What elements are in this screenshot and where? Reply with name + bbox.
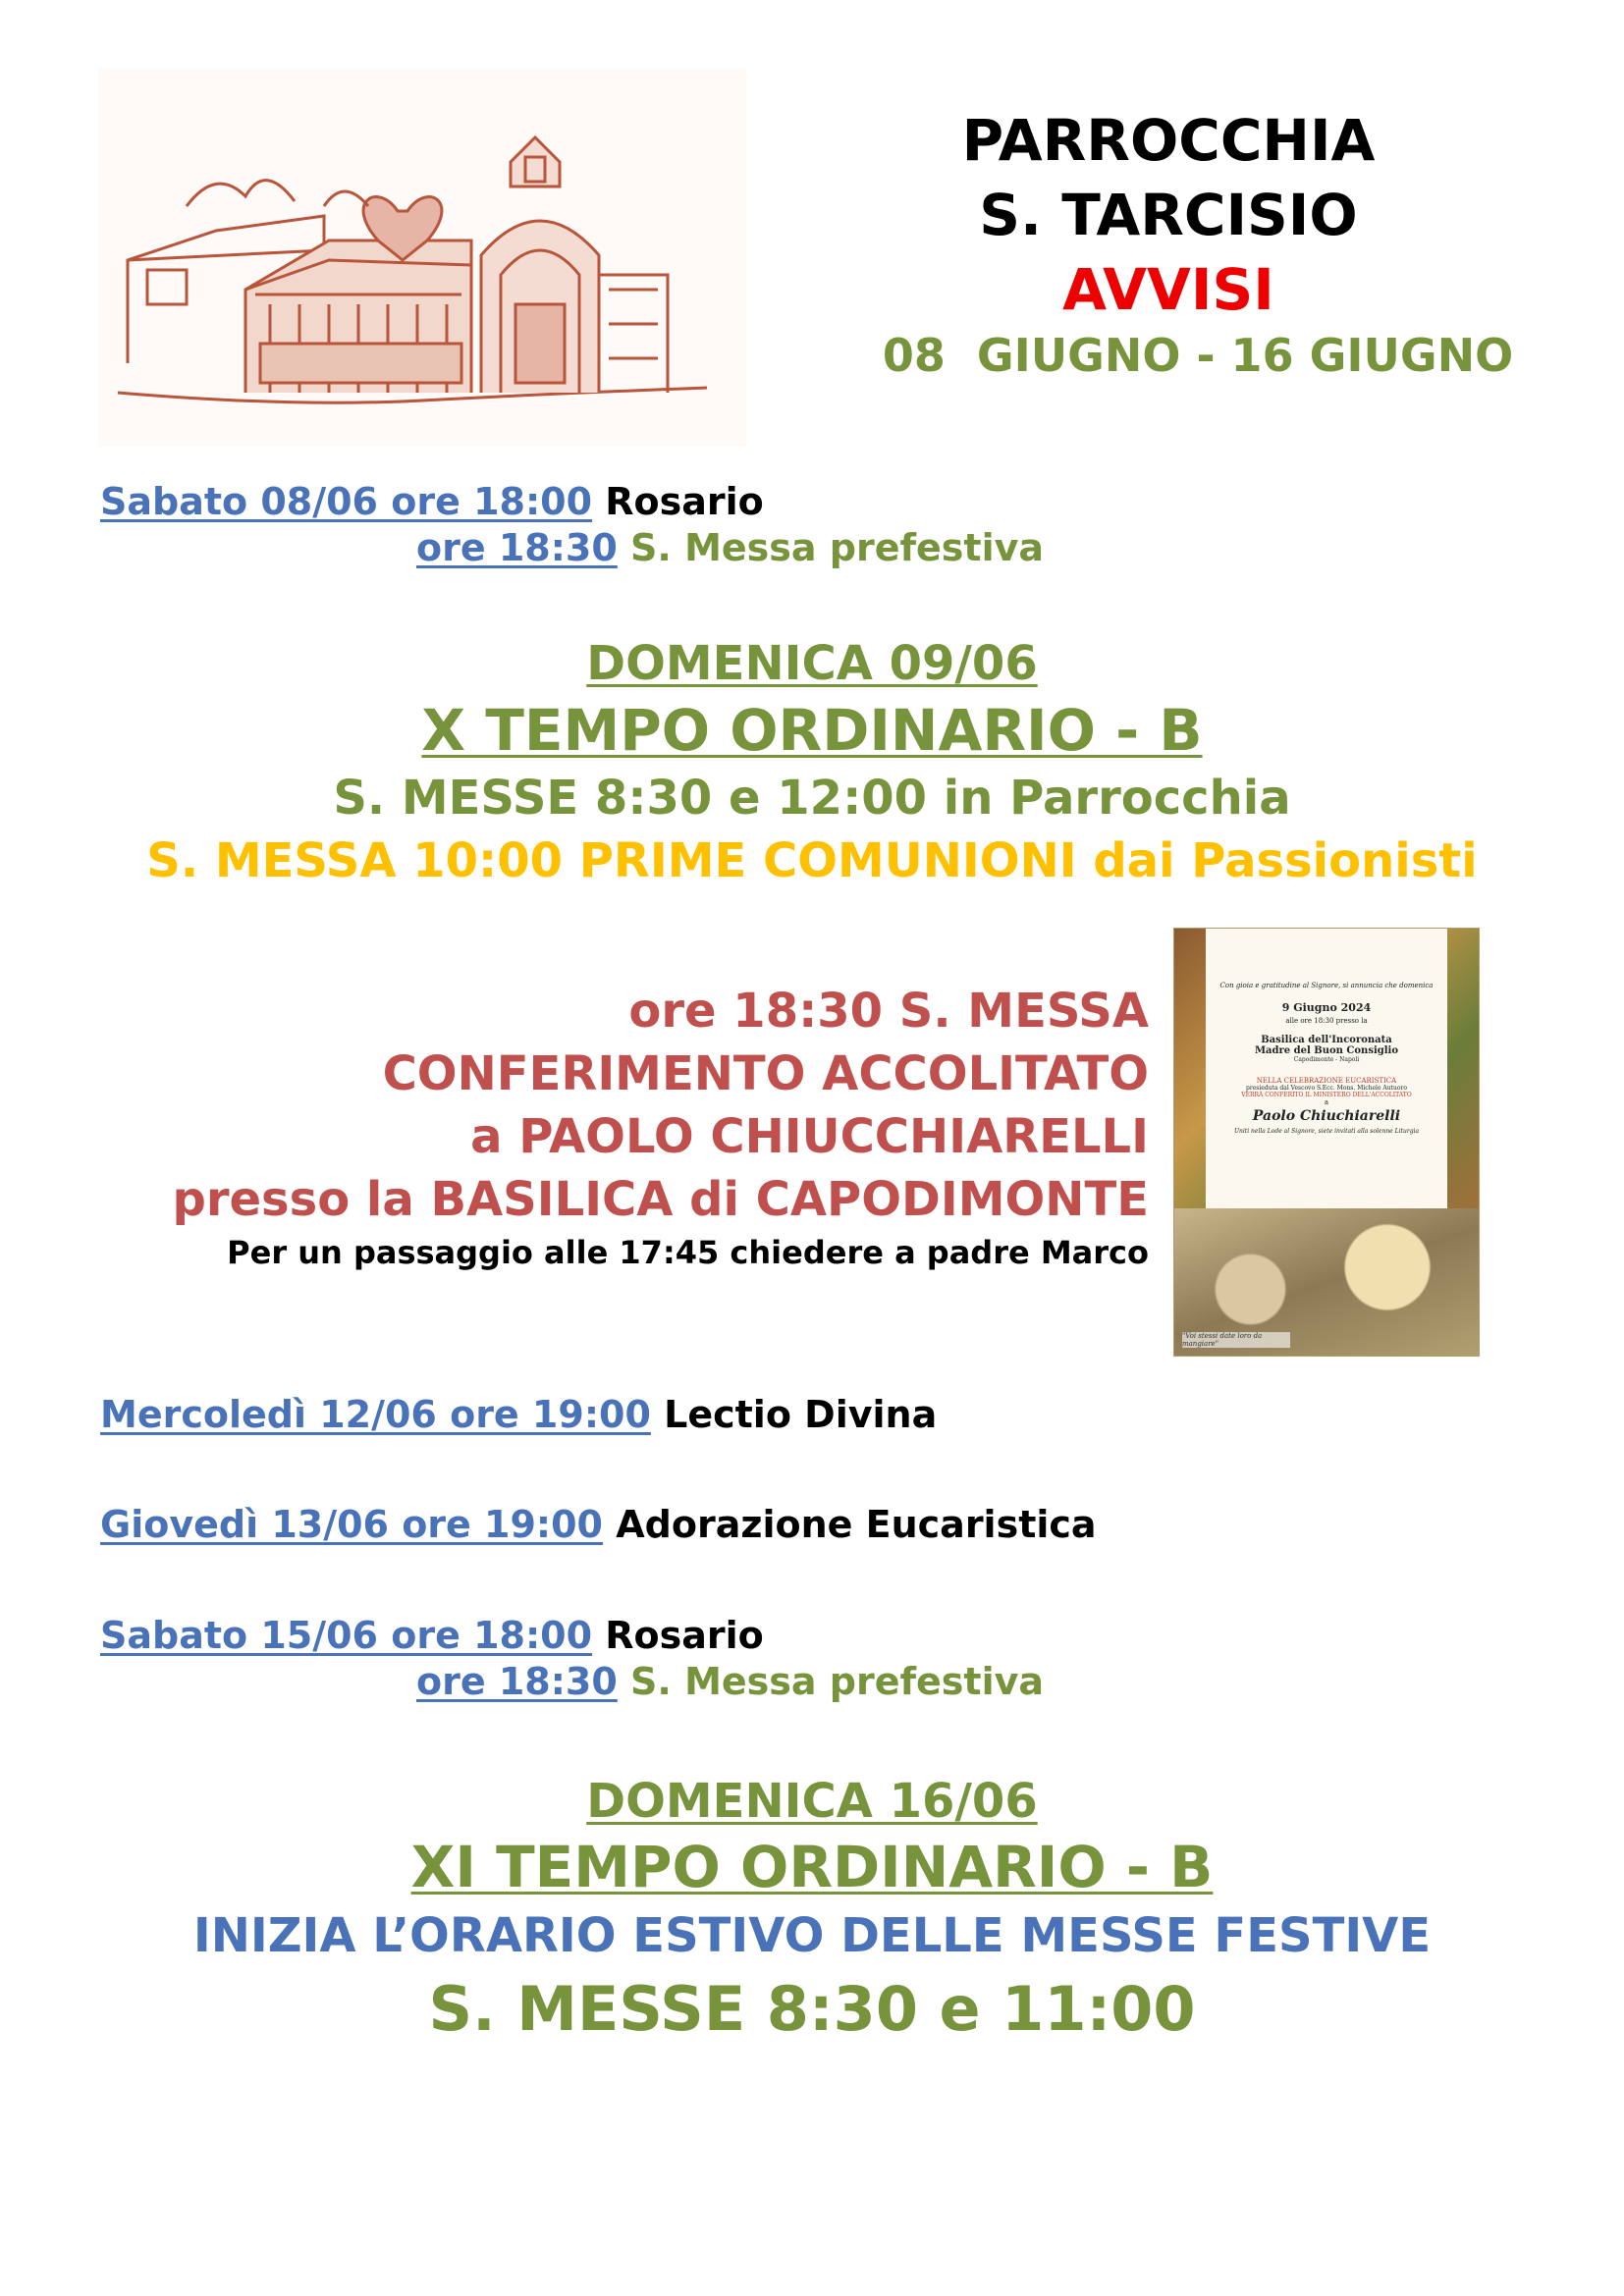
poster-a: a (1324, 1098, 1329, 1106)
thursday-time: Giovedì 13/06 ore 19:00 (100, 1503, 603, 1546)
parish-name: S. TARCISIO (979, 182, 1358, 248)
saturday2-rosary-text: Rosario (605, 1614, 764, 1657)
sunday1-masses: S. MESSE 8:30 e 12:00 in Parrocchia (333, 771, 1291, 826)
parish-title: PARROCCHIA (961, 107, 1376, 174)
poster-time: alle ore 18:30 presso la (1285, 1017, 1368, 1025)
accolitato-mass-time: ore 18:30 S. MESSA (628, 984, 1149, 1039)
thursday-text: Adorazione Eucaristica (616, 1503, 1097, 1546)
saturday-rosary-time: Sabato 08/06 ore 18:00 (100, 480, 593, 523)
accolitato-transport-note: Per un passaggio alle 17:45 chiedere a padre Marco (227, 1234, 1149, 1271)
accolitato-title: CONFERIMENTO ACCOLITATO (382, 1046, 1149, 1101)
poster-mosaic (1174, 1208, 1479, 1356)
sunday1-communions: S. MESSA 10:00 PRIME COMUNIONI dai Passionisti (146, 833, 1478, 888)
sunday2-liturgy: XI TEMPO ORDINARIO - B (410, 1834, 1214, 1900)
date-range: 08 GIUGNO - 16 GIUGNO (882, 329, 1514, 382)
sunday2-masses: S. MESSE 8:30 e 11:00 (428, 1973, 1196, 2045)
saturday2-rosary-row (100, 1612, 764, 1659)
ordination-poster (1173, 928, 1480, 1357)
saturday-rosary-row (100, 478, 764, 525)
accolitato-person: a PAOLO CHIUCCHIARELLI (470, 1109, 1149, 1164)
poster-presided: presieduta dal Vescovo S.Ecc. Mons. Michele Autuoro (1246, 1085, 1407, 1092)
sunday1-date: DOMENICA 09/06 (586, 636, 1038, 691)
sunday2-date: DOMENICA 16/06 (586, 1774, 1038, 1829)
poster-invite: Uniti nella Lode al Signore, siete invitati alla solenne Liturgia (1233, 1128, 1420, 1135)
church-logo (98, 69, 746, 447)
poster-name: Paolo Chiuchiarelli (1252, 1108, 1401, 1124)
thursday-row (100, 1501, 1097, 1548)
poster-intro: Con gioia e gratitudine al Signore, si annuncia che domenica (1219, 982, 1434, 989)
saturday2-mass-time: ore 18:30 (416, 1660, 618, 1703)
poster-place-1: Basilica dell'Incoronata (1261, 1035, 1392, 1045)
saturday-rosary-text: Rosario (605, 480, 764, 523)
saturday-mass-text: S. Messa prefestiva (630, 526, 1045, 569)
saturday2-mass-row (416, 1658, 1044, 1705)
sunday1-liturgy: X TEMPO ORDINARIO - B (421, 697, 1203, 764)
poster-place-2: Madre del Buon Consiglio (1254, 1045, 1399, 1056)
poster-city: Capodimonte - Napoli (1293, 1056, 1360, 1063)
wednesday-text: Lectio Divina (664, 1393, 938, 1436)
wednesday-time: Mercoledì 12/06 ore 19:00 (100, 1393, 651, 1436)
saturday-mass-time: ore 18:30 (416, 526, 618, 569)
poster-paper (1206, 929, 1447, 1208)
accolitato-place: presso la BASILICA di CAPODIMONTE (172, 1172, 1149, 1227)
poster-ministry: VERRÀ CONFERITO IL MINISTERO DELL'ACCOLITATO (1241, 1092, 1412, 1098)
poster-quote: "Voi stessi date loro da mangiare" (1182, 1332, 1290, 1348)
saturday-mass-row (416, 524, 1044, 571)
saturday2-rosary-time: Sabato 15/06 ore 18:00 (100, 1614, 593, 1657)
notices-heading: AVVISI (1062, 256, 1274, 323)
wednesday-row (100, 1391, 937, 1438)
saturday2-mass-text: S. Messa prefestiva (630, 1660, 1045, 1703)
summer-schedule-notice: INIZIA L’ORARIO ESTIVO DELLE MESSE FESTIVE (192, 1908, 1432, 1963)
accolitato-block (59, 980, 1149, 1274)
poster-date: 9 Giugno 2024 (1281, 1001, 1372, 1014)
poster-celebration: NELLA CELEBRAZIONE EUCARISTICA (1256, 1077, 1397, 1085)
